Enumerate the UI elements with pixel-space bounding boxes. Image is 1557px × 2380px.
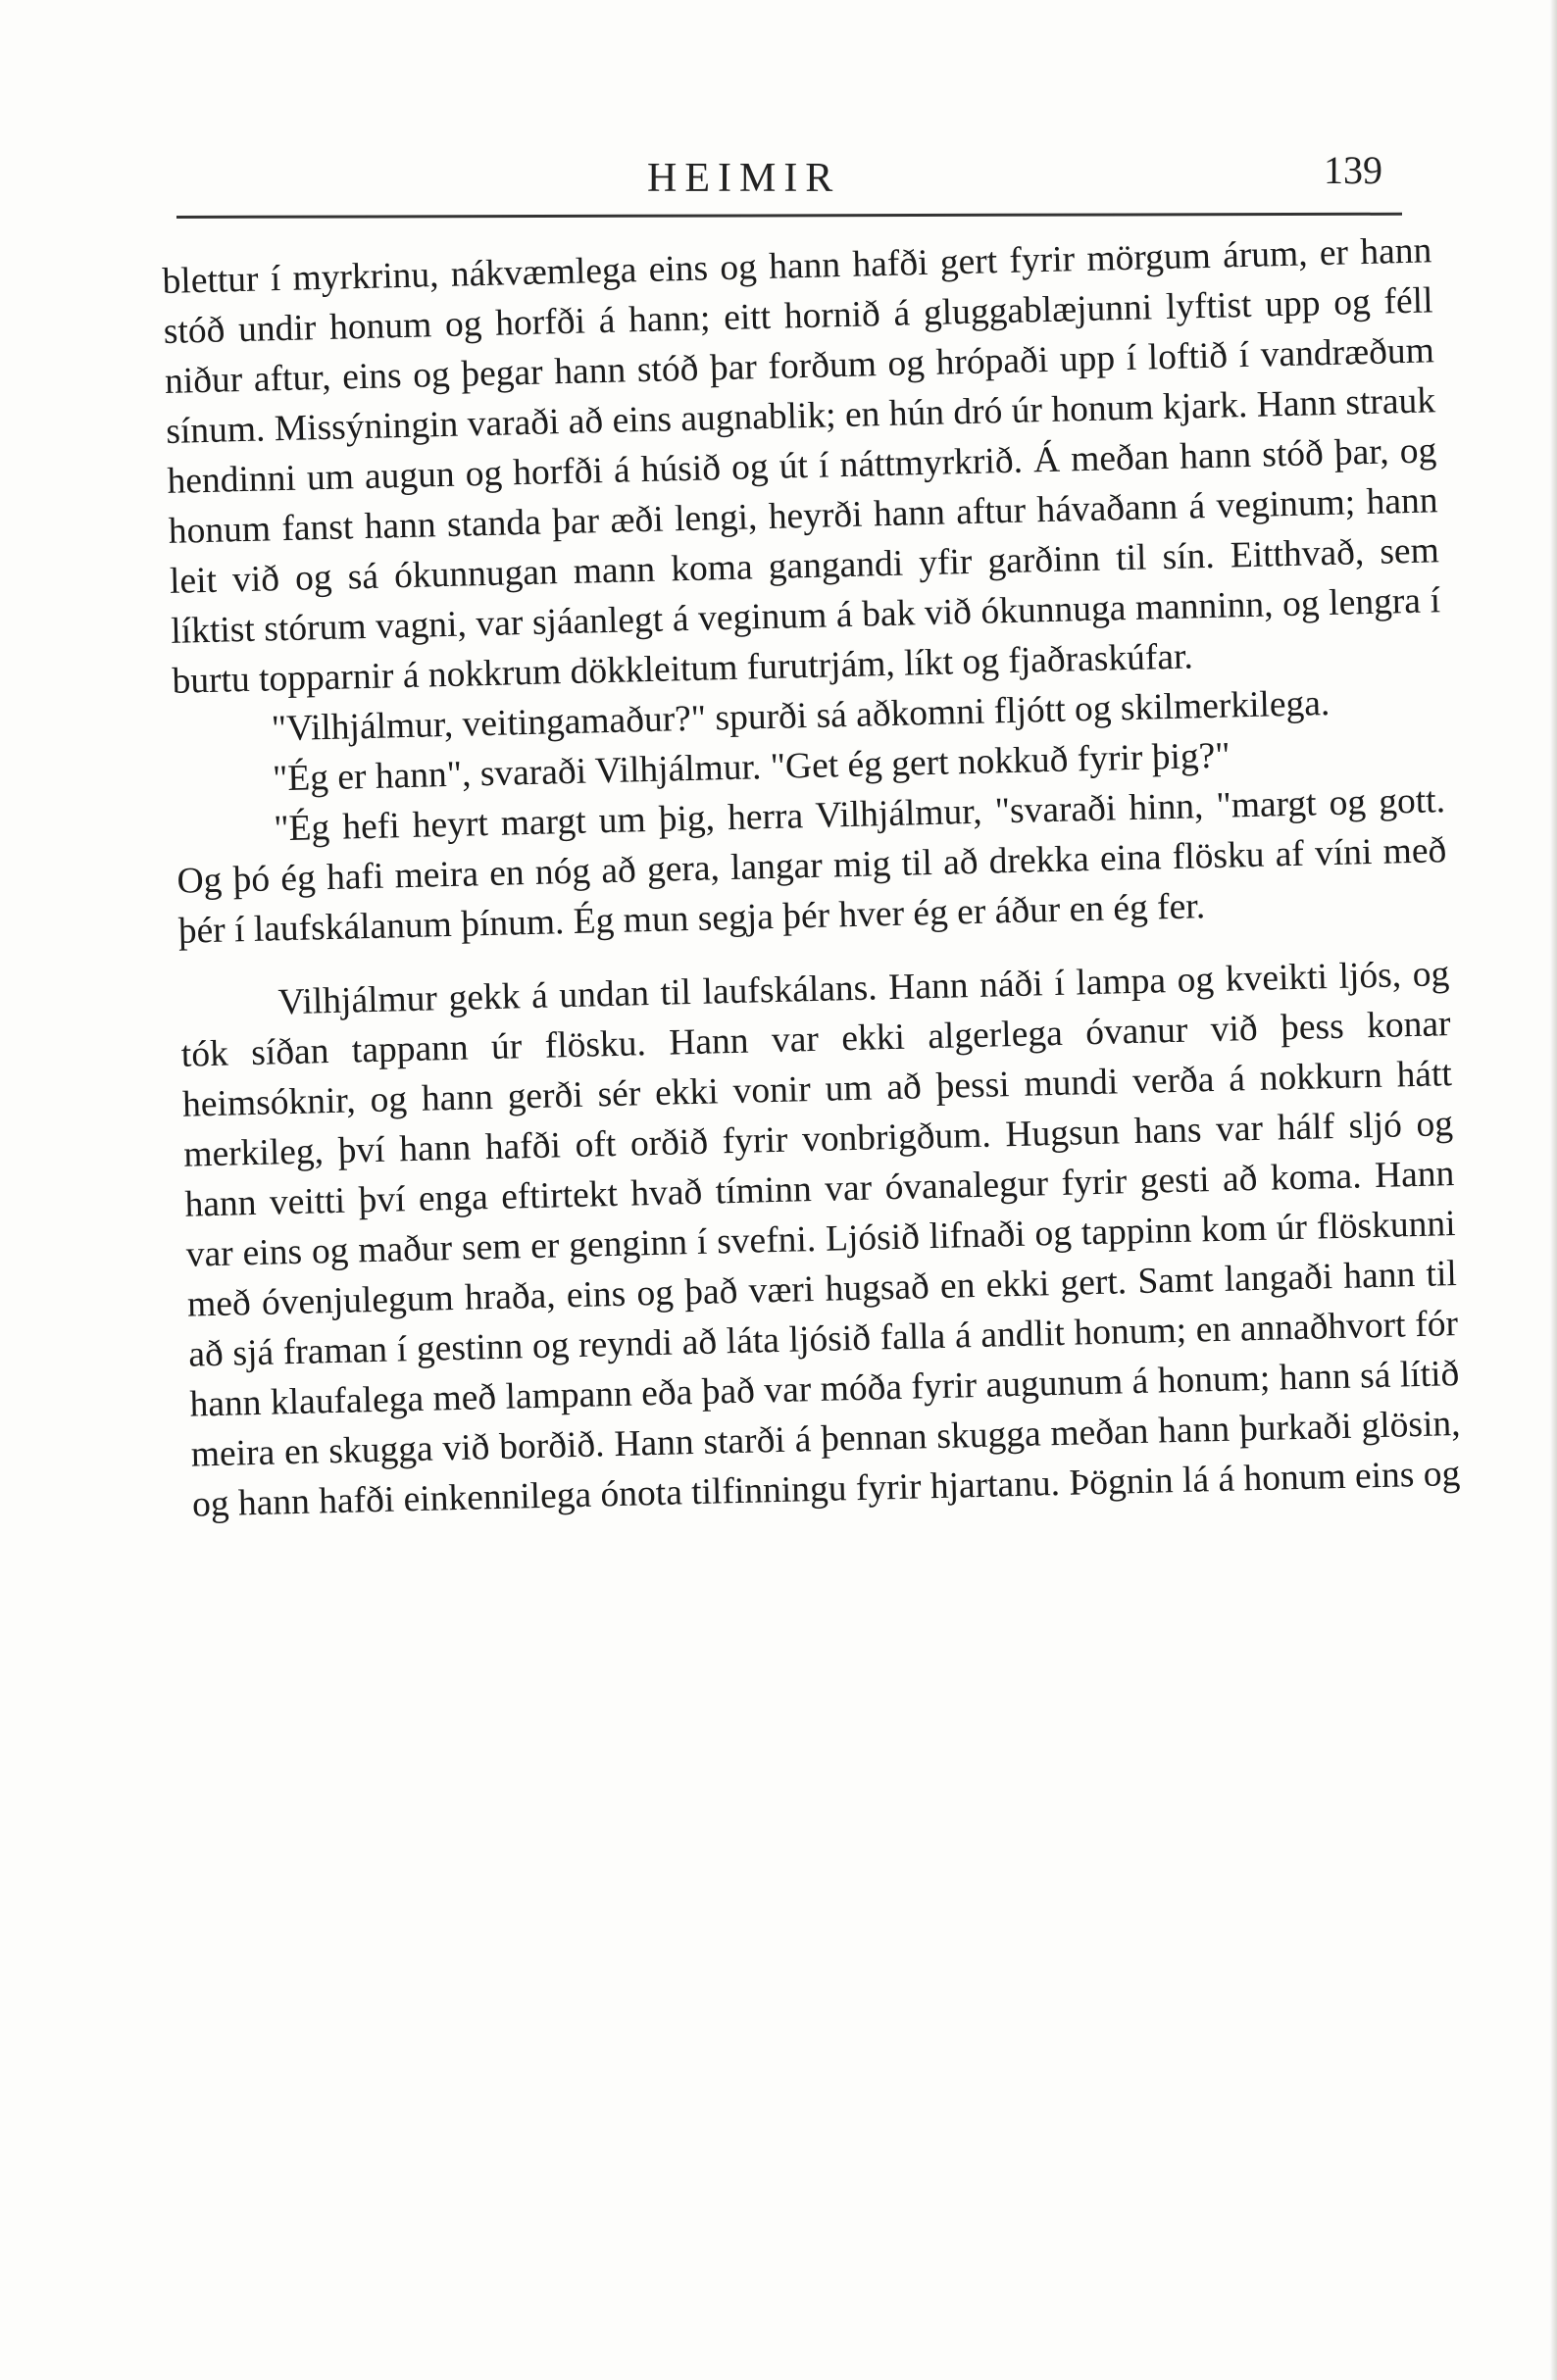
page-number: 139	[1324, 148, 1382, 192]
body-text	[162, 225, 1462, 1529]
running-head: HEIMIR	[647, 156, 841, 201]
paragraph-continuation: blettur í myrkrinu, nákvæmlega eins og hann hafði gert fyrir mörgum árum, er hann stóð undir honum og horfði á hann; eitt hornið á gluggablæjunni lyftist upp og féll niður aftur, eins og þegar hann stóð þar forðum og hrópaði upp í loftið í vandræðum sínum. Missýningin varaði að eins augnablik; en hún dró úr honum kjark. Hann strauk hendinni um augun og horfði á húsið og út í náttmyrkrið. Á meðan hann stóð þar, og honum fanst hann standa þar æði lengi, heyrði hann aftur hávaðann á veginum; hann leit við og sá ókunnugan mann koma gangandi yfir garðinn til sín. Eitthvað, sem líktist stórum vagni, var sjáanlegt á veginum á bak við ókunnuga manninn, og lengra í burtu topparnir á nokkrum dökkleitum furutrjám, líkt og fjaðraskúfar.	[162, 230, 1441, 702]
paragraph-dialogue-answer: "Ég er hann", svaraði Vilhjálmur. "Get ég gert nokkuð fyrir þig?"	[272, 735, 1231, 800]
header-rule	[176, 213, 1402, 219]
paragraph-dialogue-question: "Vilhjálmur, veitingamaður?" spurði sá aðkomni fljótt og skilmerkilega.	[271, 683, 1331, 750]
page-edge-shadow	[1549, 0, 1557, 2380]
paragraph-dialogue-stranger: "Ég hefi heyrt margt um þig, herra Vilhjálmur, "svaraði hinn, "margt og gott. Og þó ég hafi meira en nóg að gera, langar mig til að drekka eina flösku af víni með þér í laufskálanum þínum. Ég mun segja þér hver ég er áður en ég fer.	[176, 780, 1447, 952]
paragraph-narrative: Vilhjálmur gekk á undan til laufskálans. Hann náði í lampa og kveikti ljós, og tók síðan tappann úr flösku. Hann var ekki algerlega óvanur við þess konar heimsóknir, og hann gerði sér ekki vonir um að þessi mundi verða á nokkurn hátt merkileg, því hann hafði oft orðið fyrir vonbrigðum. Hugsun hans var hálf sljó og hann veitti því enga eftirtekt hvað tíminn var óvanalegur fyrir gesti að koma. Hann var eins og maður sem er genginn í svefni. Ljósið lifnaði og tappinn kom úr flöskunni með óvenjulegum hraða, eins og það væri hugsað en ekki gert. Samt langaði hann til að sjá framan í gestinn og reyndi að láta ljósið falla á andlit honum; en annaðhvort fór hann klaufalega með lampann eða það var móða fyrir augunum á honum; hann sá lítið meira en skugga við borðið. Hann starði á þennan skugga meðan hann þurkaði glösin, og hann hafði einkennilega ónota tilfinningu fyrir hjartanu. Þögnin lá á honum eins og	[180, 954, 1461, 1525]
page-header	[167, 147, 1412, 225]
